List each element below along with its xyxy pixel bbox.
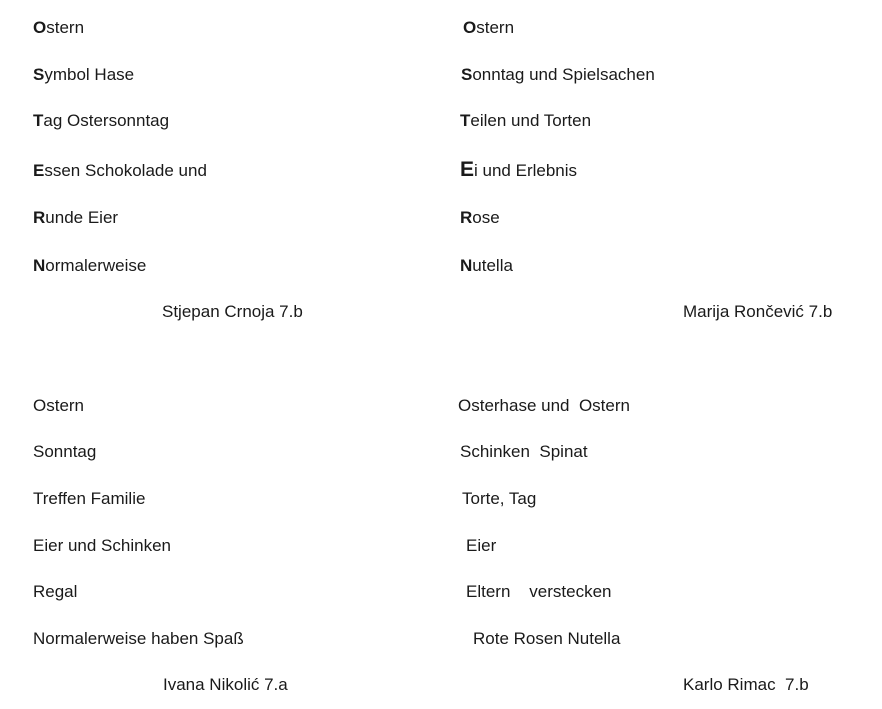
line-text: ag Ostersonntag xyxy=(43,111,170,130)
line-initial: E xyxy=(33,161,45,180)
poem-line xyxy=(460,208,500,228)
poem-line: Normalerweise haben Spaß xyxy=(33,629,244,648)
poem-line: Osterhase und Ostern xyxy=(458,396,630,415)
poem-line: Torte, Tag xyxy=(462,489,537,508)
line-initial: O xyxy=(33,18,47,37)
line-text: ssen Schokolade und xyxy=(44,161,207,180)
poem-line xyxy=(460,256,513,276)
line-initial: T xyxy=(33,111,44,130)
line-text: ormalerweise xyxy=(45,256,147,275)
line-text: utella xyxy=(472,256,513,275)
poem-line: Rote Rosen Nutella xyxy=(473,629,621,648)
line-initial: N xyxy=(33,256,46,275)
line-text: i und Erlebnis xyxy=(474,161,578,180)
poem-line xyxy=(33,161,207,181)
line-initial: S xyxy=(461,65,473,84)
line-initial: R xyxy=(460,208,473,227)
poem-line: Sonntag xyxy=(33,442,97,461)
poem-line: Eier und Schinken xyxy=(33,536,171,555)
poem-line xyxy=(460,111,591,131)
line-initial: R xyxy=(33,208,46,227)
line-text: eilen und Torten xyxy=(470,111,592,130)
line-text: stern xyxy=(476,18,515,37)
poem-line: Ostern xyxy=(33,396,85,415)
line-initial: N xyxy=(460,256,473,275)
poem-line xyxy=(33,65,134,85)
poem-author: Stjepan Crnoja 7.b xyxy=(162,302,303,321)
poem-line: Regal xyxy=(33,582,78,601)
line-initial: T xyxy=(460,111,471,130)
poem-line: Eier xyxy=(466,536,497,555)
line-initial: E xyxy=(460,158,475,181)
poem-line xyxy=(33,111,169,131)
poem-line: Treffen Familie xyxy=(33,489,146,508)
poem-line: Schinken Spinat xyxy=(460,442,588,461)
poem-line xyxy=(460,160,577,181)
poem-author: Ivana Nikolić 7.a xyxy=(163,675,288,694)
line-text: ymbol Hase xyxy=(44,65,135,84)
line-text: ose xyxy=(472,208,500,227)
line-initial: S xyxy=(33,65,45,84)
poem-line: Eltern verstecken xyxy=(466,582,612,601)
poem-line xyxy=(33,208,118,228)
poem-author: Marija Rončević 7.b xyxy=(683,302,833,321)
poem-line xyxy=(461,65,655,85)
line-text: stern xyxy=(46,18,85,37)
line-text: unde Eier xyxy=(45,208,119,227)
line-initial: O xyxy=(463,18,477,37)
poem-author: Karlo Rimac 7.b xyxy=(683,675,809,694)
poem-line xyxy=(33,18,84,38)
line-text: onntag und Spielsachen xyxy=(472,65,655,84)
poem-line xyxy=(33,256,146,276)
poem-line xyxy=(463,18,514,38)
